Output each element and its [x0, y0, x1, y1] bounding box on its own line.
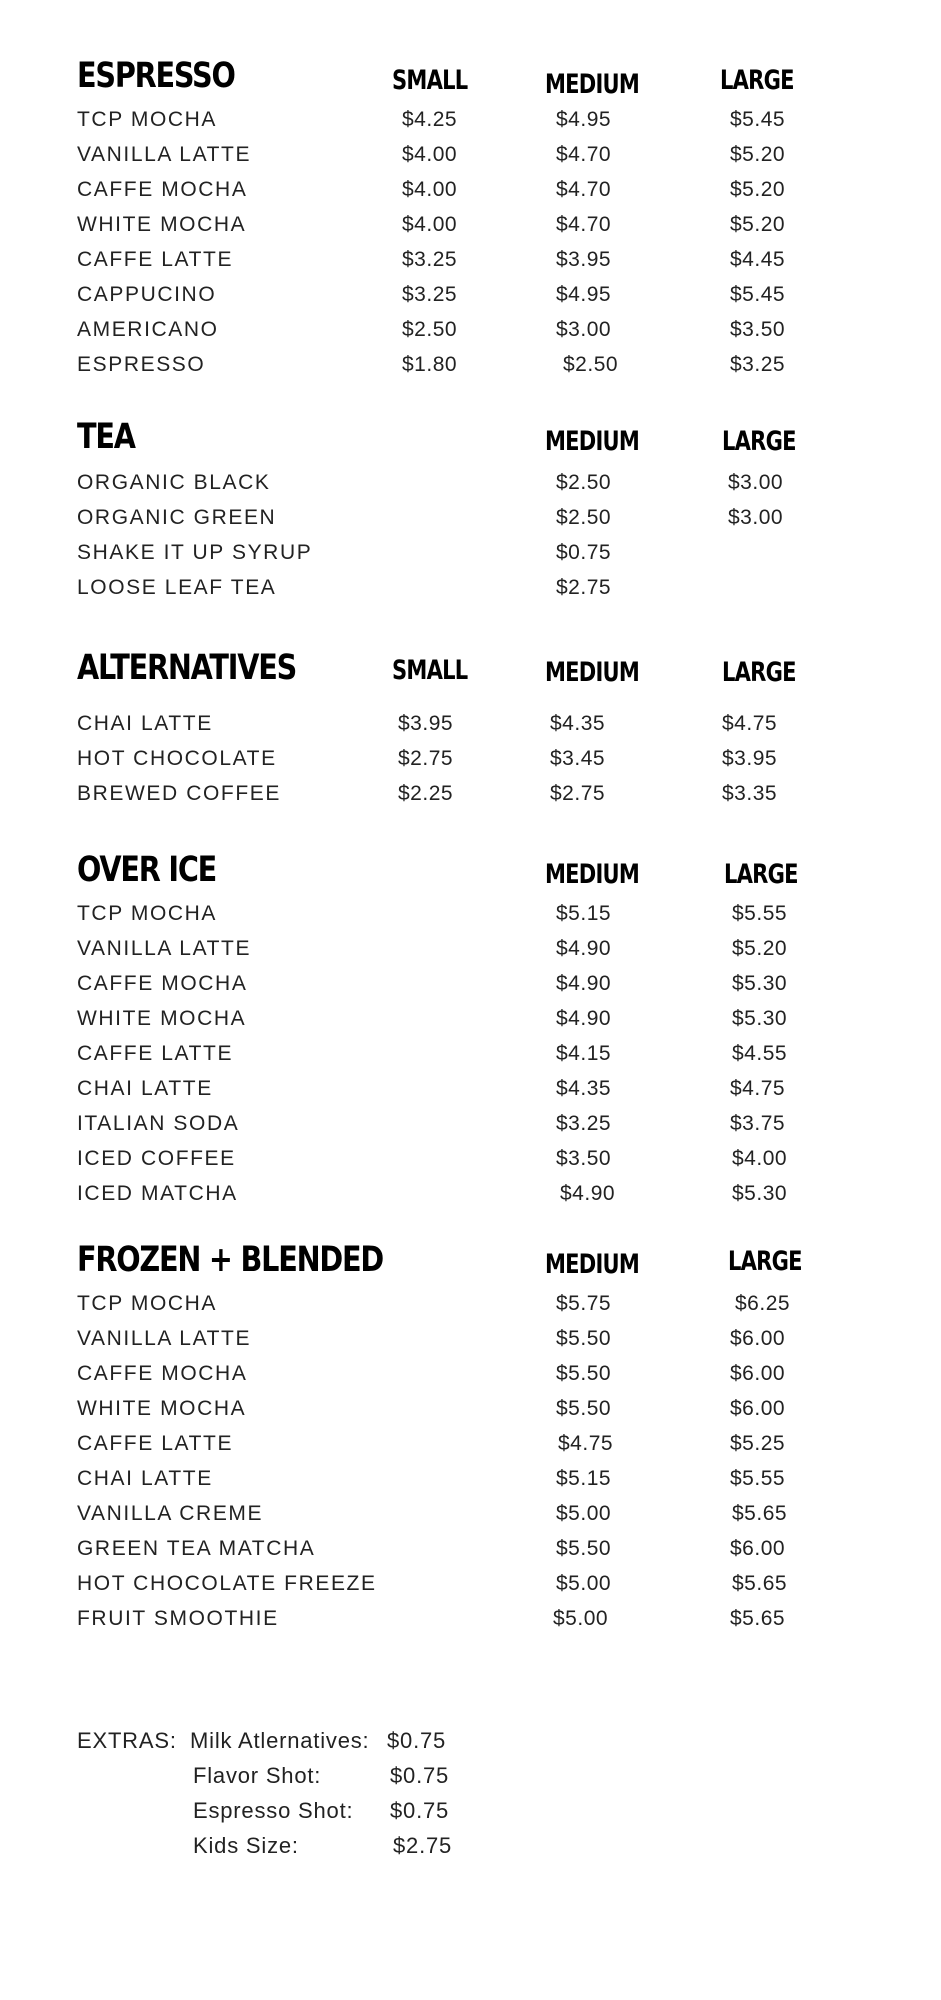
column-header-large: LARGE [728, 1246, 802, 1277]
price-medium: $4.35 [550, 712, 606, 735]
price-large: $5.30 [732, 1007, 788, 1030]
price-medium: $3.25 [556, 1112, 612, 1135]
item-name: ICED MATCHA [77, 1182, 238, 1205]
column-header-small: SMALL [392, 65, 468, 96]
extras-item-name: Kids Size: [193, 1833, 299, 1858]
menu-item-row [0, 1498, 941, 1533]
price-medium: $5.00 [556, 1572, 612, 1595]
extras-row [77, 1833, 677, 1868]
price-large: $6.00 [730, 1397, 786, 1420]
section-over-ice [0, 838, 941, 1213]
price-large: $6.00 [730, 1537, 786, 1560]
price-medium: $2.50 [556, 506, 612, 529]
menu-item-row [0, 1358, 941, 1393]
item-name: HOT CHOCOLATE FREEZE [77, 1572, 377, 1595]
price-medium: $4.70 [556, 178, 612, 201]
item-name: GREEN TEA MATCHA [77, 1537, 316, 1560]
menu-item-row [0, 314, 941, 349]
column-header-medium: MEDIUM [545, 1249, 640, 1280]
menu-item-row [0, 1393, 941, 1428]
item-name: HOT CHOCOLATE [77, 747, 277, 770]
price-large: $4.55 [732, 1042, 788, 1065]
menu-item-row [0, 1108, 941, 1143]
price-small: $4.25 [402, 108, 458, 131]
menu-item-row [0, 502, 941, 537]
price-medium: $4.35 [556, 1077, 612, 1100]
price-small: $3.25 [402, 283, 458, 306]
menu-item-row [0, 933, 941, 968]
section-title: ALTERNATIVES [77, 648, 297, 688]
price-medium: $3.50 [556, 1147, 612, 1170]
price-medium: $4.90 [556, 972, 612, 995]
item-name: CAFFE MOCHA [77, 178, 248, 201]
item-name: CAFFE LATTE [77, 248, 234, 271]
item-name: AMERICANO [77, 318, 219, 341]
price-large: $5.20 [730, 143, 786, 166]
item-name: LOOSE LEAF TEA [77, 576, 277, 599]
section-alternatives [0, 636, 941, 813]
price-small: $4.00 [402, 143, 458, 166]
price-medium: $4.70 [556, 213, 612, 236]
section-title: ESPRESSO [77, 56, 235, 96]
menu-item-row [0, 968, 941, 1003]
price-medium: $5.50 [556, 1397, 612, 1420]
extras-item-price: $0.75 [390, 1763, 450, 1788]
price-large: $5.55 [730, 1467, 786, 1490]
price-medium: $5.00 [556, 1502, 612, 1525]
extras-row [77, 1763, 677, 1798]
column-header-large: LARGE [722, 657, 796, 688]
item-list [0, 708, 941, 813]
price-small: $3.95 [398, 712, 454, 735]
price-large: $5.20 [730, 178, 786, 201]
column-header-medium: MEDIUM [545, 426, 640, 457]
price-large: $6.25 [735, 1292, 791, 1315]
section-header [0, 44, 941, 104]
price-medium: $5.50 [556, 1537, 612, 1560]
price-medium: $4.90 [556, 937, 612, 960]
menu-item-row [0, 1038, 941, 1073]
extras-item-name: Espresso Shot: [193, 1798, 354, 1823]
price-large: $5.45 [730, 108, 786, 131]
menu-item-row [0, 572, 941, 607]
price-large: $5.55 [732, 902, 788, 925]
section-header [0, 405, 941, 465]
price-large: $5.30 [732, 1182, 788, 1205]
price-large: $5.20 [730, 213, 786, 236]
column-header-medium: MEDIUM [545, 69, 640, 100]
item-list [0, 1288, 941, 1638]
item-name: CAFFE MOCHA [77, 972, 248, 995]
price-large: $3.95 [722, 747, 778, 770]
price-medium: $5.00 [553, 1607, 609, 1630]
item-name: VANILLA LATTE [77, 1327, 252, 1350]
menu-item-row [0, 467, 941, 502]
item-name: CAFFE LATTE [77, 1042, 234, 1065]
item-name: WHITE MOCHA [77, 1007, 247, 1030]
price-large: $3.00 [728, 471, 784, 494]
price-medium: $2.75 [556, 576, 612, 599]
price-large: $5.25 [730, 1432, 786, 1455]
section-header [0, 838, 941, 898]
price-large: $5.65 [732, 1572, 788, 1595]
column-header-large: LARGE [720, 65, 794, 96]
price-medium: $2.50 [563, 353, 619, 376]
section-tea [0, 405, 941, 607]
menu-item-row [0, 1178, 941, 1213]
price-medium: $3.45 [550, 747, 606, 770]
menu-item-row [0, 537, 941, 572]
price-medium: $5.15 [556, 902, 612, 925]
item-name: CAFFE LATTE [77, 1432, 234, 1455]
extras-label: EXTRAS: [77, 1728, 177, 1753]
price-large: $5.65 [730, 1607, 786, 1630]
item-name: TCP MOCHA [77, 108, 218, 131]
item-name: VANILLA LATTE [77, 143, 252, 166]
price-large: $5.30 [732, 972, 788, 995]
item-name: VANILLA LATTE [77, 937, 252, 960]
price-medium: $5.50 [556, 1327, 612, 1350]
price-small: $4.00 [402, 213, 458, 236]
menu-item-row [0, 898, 941, 933]
menu-item-row [0, 104, 941, 139]
item-name: ITALIAN SODA [77, 1112, 240, 1135]
menu-item-row [0, 1288, 941, 1323]
item-list [0, 104, 941, 384]
item-name: CAPPUCINO [77, 283, 217, 306]
price-medium: $5.75 [556, 1292, 612, 1315]
column-header-medium: MEDIUM [545, 657, 640, 688]
item-name: VANILLA CREME [77, 1502, 264, 1525]
extras-row [77, 1798, 677, 1833]
item-name: TCP MOCHA [77, 1292, 218, 1315]
column-header-medium: MEDIUM [545, 859, 640, 890]
price-medium: $0.75 [556, 541, 612, 564]
extras-item-name: Flavor Shot: [193, 1763, 322, 1788]
price-medium: $2.50 [556, 471, 612, 494]
extras-item-price: $0.75 [390, 1798, 450, 1823]
item-name: TCP MOCHA [77, 902, 218, 925]
price-medium: $4.75 [558, 1432, 614, 1455]
section-title: OVER ICE [77, 850, 217, 890]
menu-item-row [0, 139, 941, 174]
price-large: $4.75 [722, 712, 778, 735]
section-frozen-blended [0, 1228, 941, 1638]
price-small: $2.25 [398, 782, 454, 805]
menu-item-row [0, 1003, 941, 1038]
menu-item-row [0, 1428, 941, 1463]
menu-item-row [0, 279, 941, 314]
price-medium: $3.00 [556, 318, 612, 341]
price-large: $5.20 [732, 937, 788, 960]
item-list [0, 467, 941, 607]
item-name: SHAKE IT UP SYRUP [77, 541, 313, 564]
price-medium: $5.15 [556, 1467, 612, 1490]
price-large: $3.00 [728, 506, 784, 529]
extras-item-name: Milk Atlernatives: [190, 1728, 370, 1753]
section-espresso [0, 44, 941, 384]
item-list [0, 898, 941, 1213]
price-medium: $4.95 [556, 108, 612, 131]
price-large: $3.25 [730, 353, 786, 376]
item-name: CHAI LATTE [77, 1467, 213, 1490]
extras-row [77, 1728, 677, 1763]
section-title: TEA [77, 417, 135, 457]
item-name: ORGANIC BLACK [77, 471, 271, 494]
price-medium: $3.95 [556, 248, 612, 271]
price-large: $3.75 [730, 1112, 786, 1135]
price-medium: $4.15 [556, 1042, 612, 1065]
menu-item-row [0, 1143, 941, 1178]
item-name: CHAI LATTE [77, 1077, 213, 1100]
item-name: ESPRESSO [77, 353, 206, 376]
item-name: ICED COFFEE [77, 1147, 236, 1170]
menu-item-row [0, 743, 941, 778]
price-medium: $5.50 [556, 1362, 612, 1385]
menu-item-row [0, 1603, 941, 1638]
section-title: FROZEN + BLENDED [77, 1240, 383, 1280]
column-header-small: SMALL [392, 655, 468, 686]
price-small: $4.00 [402, 178, 458, 201]
price-large: $4.45 [730, 248, 786, 271]
menu-item-row [0, 209, 941, 244]
price-medium: $2.75 [550, 782, 606, 805]
price-small: $2.50 [402, 318, 458, 341]
extras-section [77, 1728, 677, 1868]
price-small: $2.75 [398, 747, 454, 770]
price-large: $6.00 [730, 1327, 786, 1350]
item-name: BREWED COFFEE [77, 782, 281, 805]
price-medium: $4.90 [556, 1007, 612, 1030]
price-large: $3.50 [730, 318, 786, 341]
price-large: $5.65 [732, 1502, 788, 1525]
price-large: $4.75 [730, 1077, 786, 1100]
menu-item-row [0, 1533, 941, 1568]
menu-item-row [0, 1568, 941, 1603]
column-header-large: LARGE [724, 859, 798, 890]
extras-item-price: $2.75 [393, 1833, 453, 1858]
price-large: $3.35 [722, 782, 778, 805]
price-small: $1.80 [402, 353, 458, 376]
menu-item-row [0, 1073, 941, 1108]
price-large: $5.45 [730, 283, 786, 306]
item-name: CAFFE MOCHA [77, 1362, 248, 1385]
column-header-large: LARGE [722, 426, 796, 457]
item-name: FRUIT SMOOTHIE [77, 1607, 279, 1630]
extras-item-price: $0.75 [387, 1728, 447, 1753]
item-name: WHITE MOCHA [77, 213, 247, 236]
menu-item-row [0, 708, 941, 743]
price-small: $3.25 [402, 248, 458, 271]
price-medium: $4.95 [556, 283, 612, 306]
price-large: $6.00 [730, 1362, 786, 1385]
menu-item-row [0, 244, 941, 279]
item-name: WHITE MOCHA [77, 1397, 247, 1420]
menu-item-row [0, 174, 941, 209]
menu-item-row [0, 1463, 941, 1498]
item-name: CHAI LATTE [77, 712, 213, 735]
item-name: ORGANIC GREEN [77, 506, 277, 529]
price-medium: $4.70 [556, 143, 612, 166]
section-header [0, 636, 941, 696]
section-header [0, 1228, 941, 1288]
menu-item-row [0, 349, 941, 384]
price-medium: $4.90 [560, 1182, 616, 1205]
menu-item-row [0, 1323, 941, 1358]
price-large: $4.00 [732, 1147, 788, 1170]
menu-item-row [0, 778, 941, 813]
